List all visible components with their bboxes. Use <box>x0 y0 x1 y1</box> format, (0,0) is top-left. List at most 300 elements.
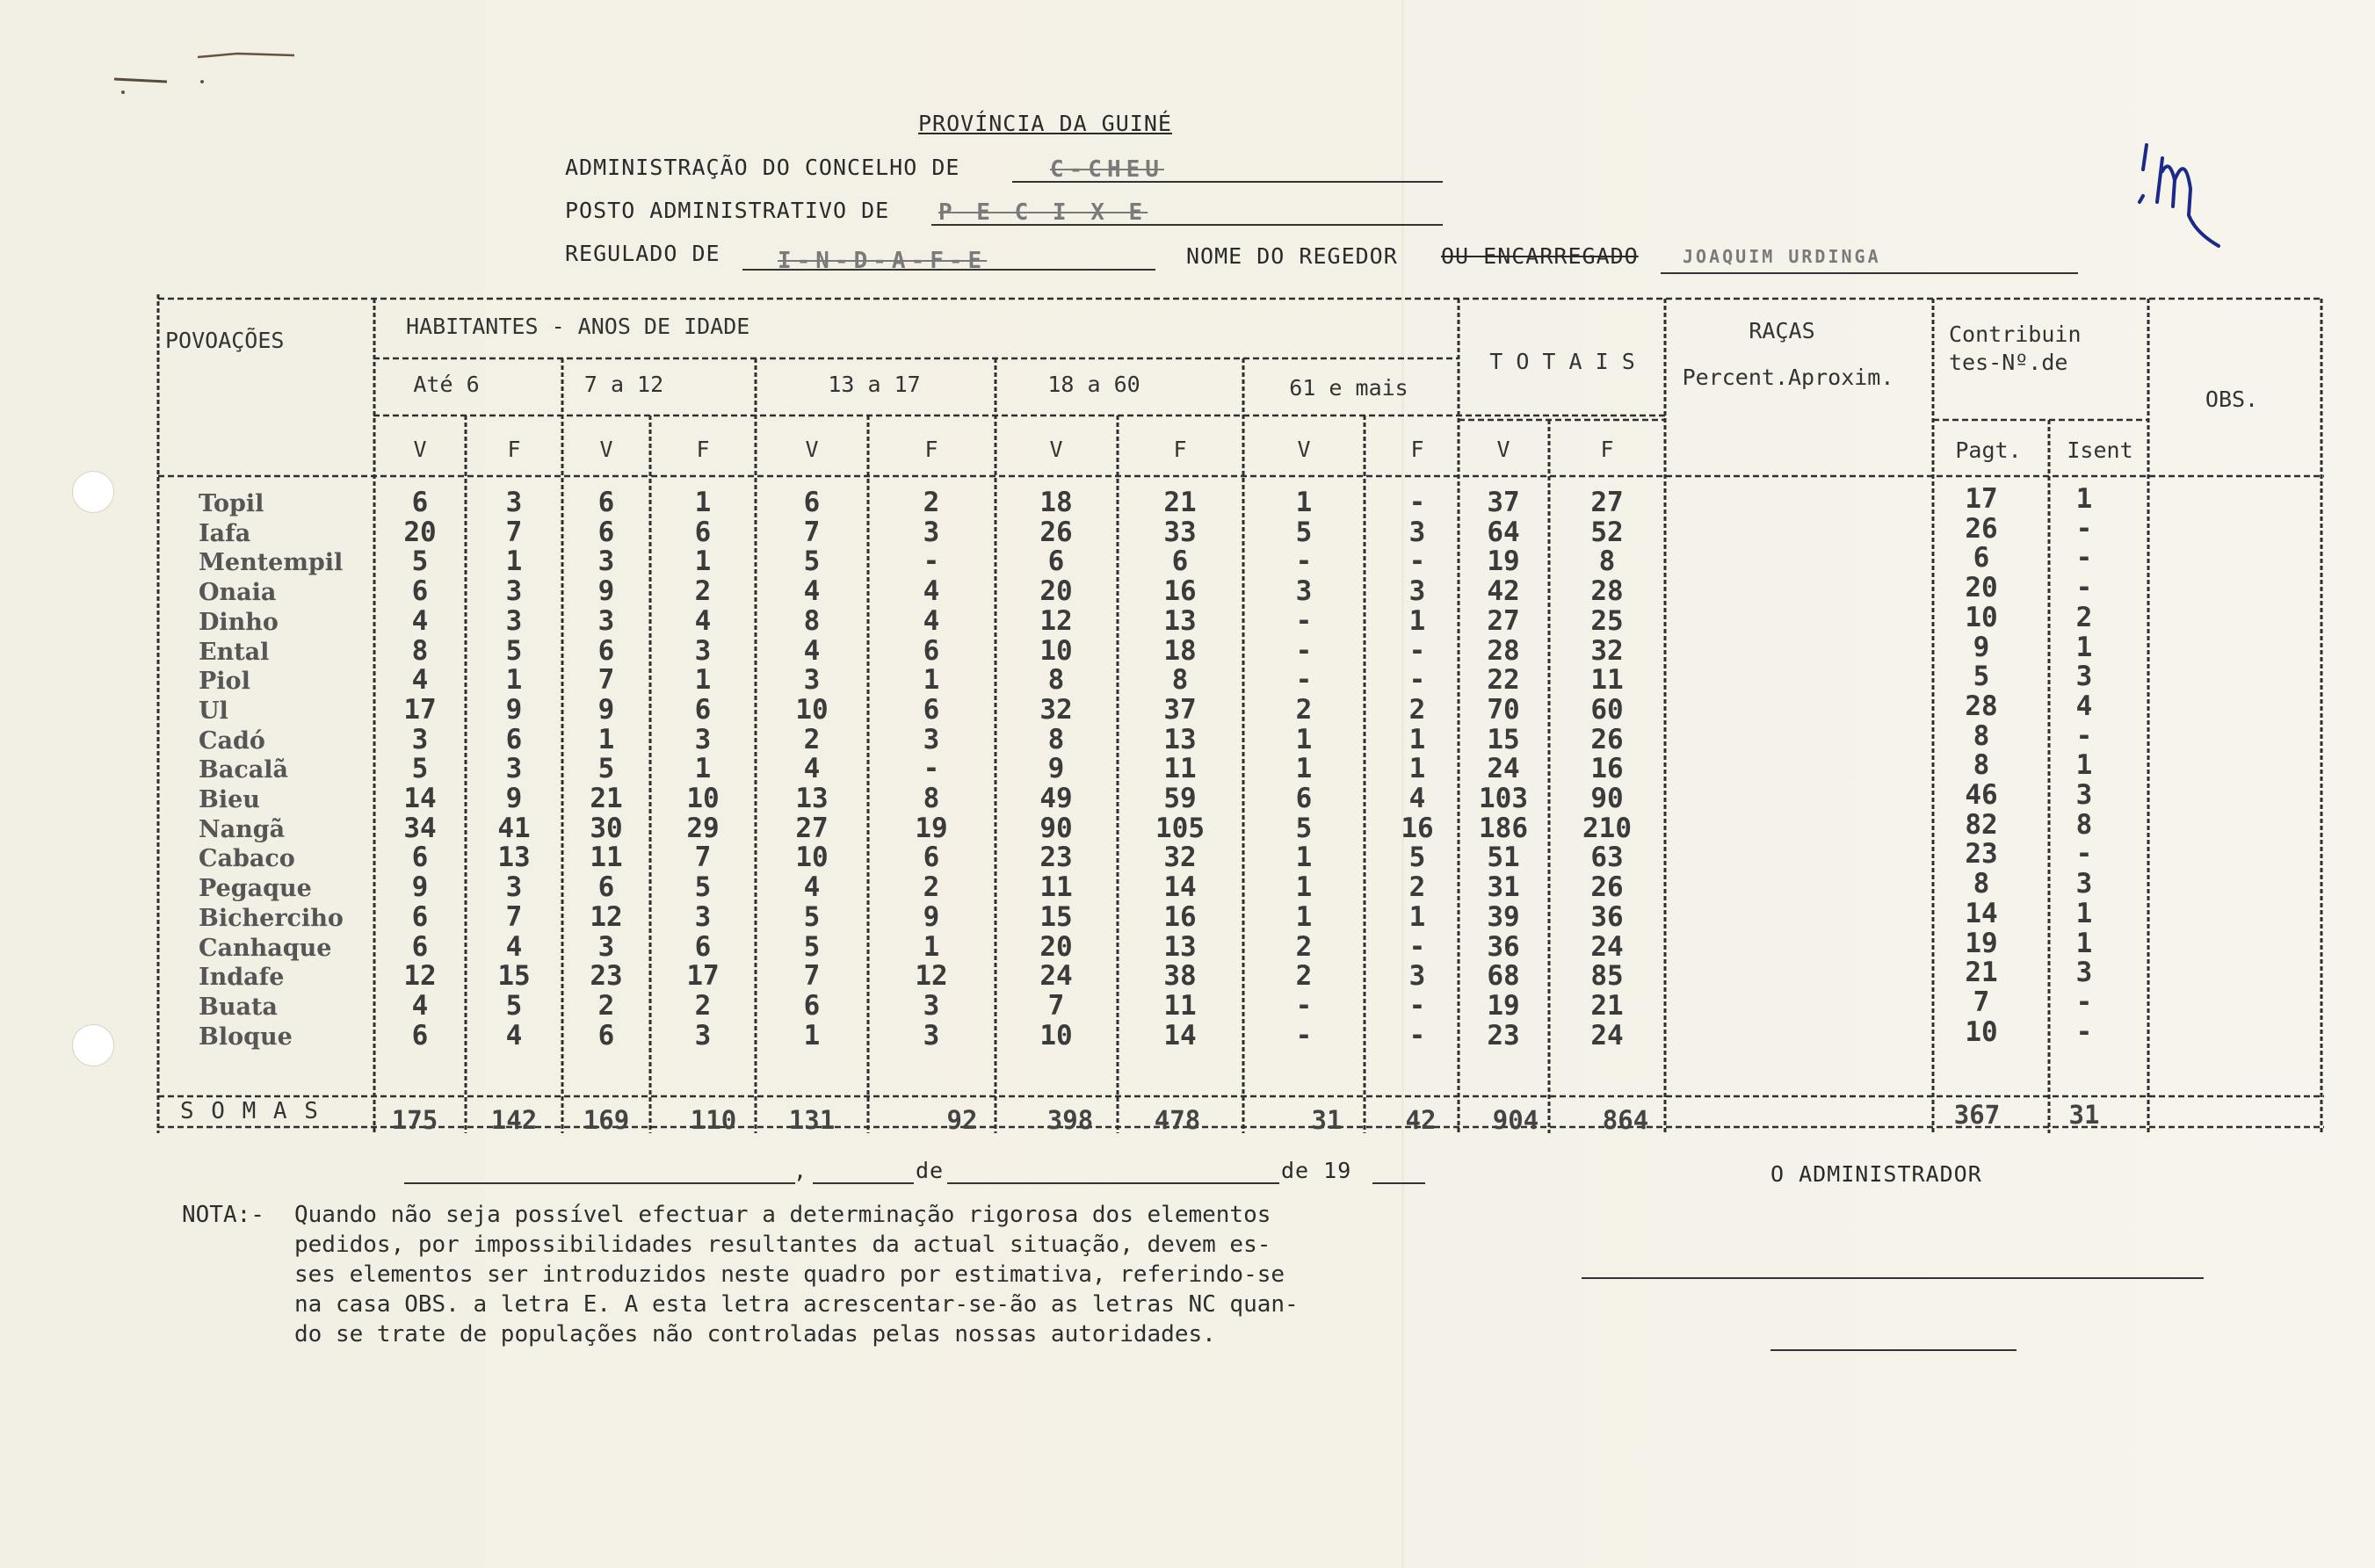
nota-line-0: Quando não seja possível efectuar a determinação rigorosa dos elementos <box>294 1202 1271 1228</box>
cell-value: 3 <box>597 604 615 637</box>
cell-value: 8 <box>923 783 940 814</box>
cell-value: 10 <box>795 842 829 874</box>
cell-value: 5 <box>803 930 821 963</box>
cell-value: 2 <box>597 989 615 1022</box>
sub-header-v: V <box>1049 437 1063 462</box>
cell-value: 12 <box>590 900 623 933</box>
cell-value: 6 <box>411 900 429 933</box>
month-fill-line <box>947 1182 1279 1184</box>
nota-label: NOTA:- <box>182 1202 264 1228</box>
cell-value: 13 <box>1163 930 1197 963</box>
cell-value: 16 <box>1163 575 1197 608</box>
cell-pagt: 46 <box>1965 779 1998 811</box>
cell-value: 1 <box>1408 753 1426 785</box>
cell-value: 13 <box>1163 723 1197 755</box>
cell-value: 24 <box>1590 930 1624 963</box>
cell-value: 32 <box>1163 842 1197 874</box>
cell-value: - <box>1408 1019 1426 1051</box>
cell-pagt: 5 <box>1973 661 1990 693</box>
cell-value: - <box>1408 930 1426 963</box>
cell-value: 4 <box>803 634 821 667</box>
cell-value: 41 <box>497 812 531 844</box>
cell-value: 6 <box>597 871 615 904</box>
cell-value: 5 <box>803 546 821 578</box>
cell-value: 27 <box>1487 604 1520 637</box>
admin-label: ADMINISTRAÇÃO DO CONCELHO DE <box>565 155 960 180</box>
cell-value: 26 <box>1590 871 1624 904</box>
cell-value: 13 <box>795 783 829 814</box>
cell-value: 6 <box>923 842 940 874</box>
cell-isent: 1 <box>2075 897 2093 929</box>
cell-isent: 3 <box>2075 661 2093 693</box>
cell-value: 6 <box>694 693 712 726</box>
cell-value: 28 <box>1487 634 1520 667</box>
cell-value: 9 <box>1047 753 1065 785</box>
povoacao-name: Cadó <box>199 726 265 755</box>
sum-value: 142 <box>490 1105 538 1135</box>
sub-header-f: F <box>924 437 938 462</box>
cell-value: 63 <box>1590 842 1624 874</box>
cell-value: 1 <box>694 546 712 578</box>
cell-pagt: 14 <box>1965 897 1998 929</box>
cell-value: 31 <box>1487 871 1520 904</box>
cell-value: 6 <box>1047 546 1065 578</box>
cell-pagt: 7 <box>1973 986 1990 1018</box>
cell-value: 1 <box>694 487 712 518</box>
cell-pagt: 10 <box>1965 1015 1998 1048</box>
cell-value: 27 <box>1590 487 1624 518</box>
cell-value: 2 <box>923 487 940 518</box>
cell-pagt: 82 <box>1965 808 1998 841</box>
cell-value: 9 <box>923 900 940 933</box>
cell-isent: 1 <box>2075 927 2093 959</box>
cell-pagt: 8 <box>1973 719 1990 752</box>
cell-value: 24 <box>1590 1019 1624 1051</box>
cell-value: 7 <box>1047 989 1065 1022</box>
cell-value: 64 <box>1487 516 1520 548</box>
cell-value: 1 <box>1295 753 1313 785</box>
cell-value: 5 <box>1408 842 1426 874</box>
regedor-value: JOAQUIM URDINGA <box>1683 246 1881 267</box>
cell-value: 6 <box>411 1019 429 1051</box>
cell-value: 19 <box>1487 546 1520 578</box>
sum-value: 904 <box>1492 1105 1539 1135</box>
cell-value: 8 <box>1047 664 1065 697</box>
sub-header-v: V <box>413 437 427 462</box>
cell-value: 16 <box>1590 753 1624 785</box>
cell-isent: 1 <box>2075 483 2093 515</box>
age-group-1: 7 a 12 <box>583 372 664 397</box>
col-racas-sub: Percent.Aproxim. <box>1682 365 1894 390</box>
cell-value: 70 <box>1487 693 1520 726</box>
cell-value: 4 <box>694 604 712 637</box>
cell-pagt: 28 <box>1965 690 1998 722</box>
povoacao-name: Mentempil <box>199 549 344 577</box>
sum-value: 175 <box>391 1105 438 1135</box>
sub-header-f: F <box>1410 437 1424 462</box>
cell-value: 60 <box>1590 693 1624 726</box>
regulado-value: I-N-D-A-F-E <box>778 248 988 274</box>
col-povoacoes: POVOAÇÕES <box>165 328 285 353</box>
cell-isent: 3 <box>2075 779 2093 811</box>
cell-value: 3 <box>505 575 523 608</box>
cell-value: 18 <box>1163 634 1197 667</box>
cell-value: 19 <box>915 812 948 844</box>
cell-value: 7 <box>803 516 821 548</box>
cell-value: - <box>1295 1019 1313 1051</box>
sum-value: 169 <box>583 1105 630 1135</box>
cell-value: 6 <box>597 634 615 667</box>
cell-value: 27 <box>795 812 829 844</box>
cell-value: 28 <box>1590 575 1624 608</box>
cell-value: 1 <box>803 1019 821 1051</box>
cell-value: 10 <box>686 783 720 814</box>
cell-value: 6 <box>597 487 615 518</box>
povoacao-name: Piol <box>199 668 250 696</box>
col-racas: RAÇAS <box>1749 318 1815 343</box>
cell-value: 3 <box>411 723 429 755</box>
cell-value: 17 <box>686 960 720 993</box>
cell-value: 90 <box>1039 812 1073 844</box>
cell-value: 4 <box>1408 783 1426 814</box>
povoacao-name: Bicherciho <box>199 904 344 932</box>
cell-value: 5 <box>1295 812 1313 844</box>
col-contrib-1: Contribuin <box>1949 322 2082 347</box>
document-title: PROVÍNCIA DA GUINÉ <box>918 111 1172 136</box>
place-fill-line <box>404 1182 795 1184</box>
regulado-label: REGULADO DE <box>565 241 720 266</box>
cell-value: 2 <box>1295 930 1313 963</box>
cell-value: 8 <box>803 604 821 637</box>
cell-value: 7 <box>803 960 821 993</box>
cell-value: 5 <box>411 753 429 785</box>
cell-value: 2 <box>923 871 940 904</box>
cell-value: 4 <box>923 604 940 637</box>
nota-line-3: na casa OBS. a letra E. A esta letra acrescentar-se-ão as letras NC quan- <box>294 1291 1299 1318</box>
cell-value: 105 <box>1155 812 1205 844</box>
cell-value: - <box>1295 634 1313 667</box>
povoacao-name: Ental <box>199 638 270 666</box>
cell-value: - <box>1295 546 1313 578</box>
cell-value: 1 <box>1295 723 1313 755</box>
cell-isent: 2 <box>2075 601 2093 633</box>
cell-value: 90 <box>1590 783 1624 814</box>
sum-value: 864 <box>1602 1105 1649 1135</box>
cell-value: 20 <box>1039 575 1073 608</box>
sum-value: 92 <box>946 1105 978 1135</box>
cell-isent: - <box>2075 1015 2093 1048</box>
cell-value: 3 <box>1408 516 1426 548</box>
povoacao-name: Bieu <box>199 786 260 813</box>
cell-value: 1 <box>597 723 615 755</box>
cell-value: 14 <box>1163 1019 1197 1051</box>
cell-value: 5 <box>694 871 712 904</box>
cell-value: 2 <box>1295 960 1313 993</box>
cell-value: 6 <box>694 930 712 963</box>
sub-header-v: V <box>805 437 819 462</box>
cell-value: - <box>923 546 940 578</box>
povoacao-name: Bloque <box>199 1022 293 1051</box>
cell-value: 11 <box>1590 664 1624 697</box>
cell-value: 9 <box>597 693 615 726</box>
cell-value: 51 <box>1487 842 1520 874</box>
nota-line-4: do se trate de populações não controladas pelas nossas autoridades. <box>294 1321 1216 1348</box>
cell-value: 6 <box>923 693 940 726</box>
age-group-3: 18 a 60 <box>1047 372 1140 397</box>
cell-value: 103 <box>1479 783 1528 814</box>
cell-value: 10 <box>795 693 829 726</box>
cell-value: 3 <box>1408 960 1426 993</box>
cell-value: 21 <box>590 783 623 814</box>
cell-value: - <box>1295 989 1313 1022</box>
povoacao-name: Onaia <box>199 579 277 607</box>
sum-pagt: 367 <box>1953 1100 2001 1130</box>
povoacao-name: Pegaque <box>199 875 312 903</box>
administrador-signature-line <box>1582 1277 2204 1279</box>
cell-value: 3 <box>597 546 615 578</box>
cell-value: 6 <box>694 516 712 548</box>
cell-value: 39 <box>1487 900 1520 933</box>
cell-value: 10 <box>1039 634 1073 667</box>
cell-pagt: 21 <box>1965 957 1998 989</box>
administrador-short-line <box>1770 1349 2017 1351</box>
sub-header-f: F <box>507 437 521 462</box>
cell-value: 12 <box>1039 604 1073 637</box>
cell-value: 2 <box>1295 693 1313 726</box>
cell-value: 3 <box>505 871 523 904</box>
cell-value: 68 <box>1487 960 1520 993</box>
cell-value: 5 <box>803 900 821 933</box>
cell-value: 24 <box>1487 753 1520 785</box>
sub-header-f: F <box>696 437 710 462</box>
cell-value: 6 <box>803 989 821 1022</box>
cell-pagt: 9 <box>1973 631 1990 663</box>
cell-value: 30 <box>590 812 623 844</box>
col-totais: T O T A I S <box>1489 349 1635 374</box>
cell-value: 23 <box>1487 1019 1520 1051</box>
cell-isent: - <box>2075 572 2093 604</box>
cell-value: 9 <box>505 783 523 814</box>
povoacao-name: Buata <box>199 993 278 1021</box>
cell-pagt: 10 <box>1965 601 1998 633</box>
administrador-label: O ADMINISTRADOR <box>1770 1161 1982 1187</box>
cell-value: 3 <box>923 1019 940 1051</box>
cell-value: 1 <box>1408 900 1426 933</box>
year-fill-line <box>1372 1182 1425 1184</box>
cell-value: 49 <box>1039 783 1073 814</box>
cell-value: 7 <box>505 900 523 933</box>
cell-value: 23 <box>590 960 623 993</box>
cell-isent: 8 <box>2075 808 2093 841</box>
cell-pagt: 8 <box>1973 749 1990 782</box>
cell-value: 8 <box>1171 664 1189 697</box>
cell-value: 5 <box>411 546 429 578</box>
cell-value: 3 <box>923 723 940 755</box>
cell-value: 9 <box>411 871 429 904</box>
cell-value: 4 <box>411 604 429 637</box>
col-habitantes: HABITANTES - ANOS DE IDADE <box>406 314 750 339</box>
cell-value: 5 <box>597 753 615 785</box>
cell-value: 6 <box>803 487 821 518</box>
sum-value: 42 <box>1405 1105 1437 1135</box>
cell-value: 10 <box>1039 1019 1073 1051</box>
sum-value: 110 <box>690 1105 737 1135</box>
cell-value: 5 <box>1295 516 1313 548</box>
cell-pagt: 6 <box>1973 542 1990 574</box>
povoacao-name: Cabaco <box>199 845 295 873</box>
cell-value: 1 <box>505 546 523 578</box>
cell-value: 32 <box>1590 634 1624 667</box>
cell-pagt: 19 <box>1965 927 1998 959</box>
comma: , <box>793 1158 808 1183</box>
cell-value: - <box>1408 634 1426 667</box>
de-label: de <box>916 1158 945 1183</box>
cell-value: 6 <box>1295 783 1313 814</box>
cell-value: - <box>1408 546 1426 578</box>
cell-value: 3 <box>694 900 712 933</box>
cell-value: 6 <box>411 930 429 963</box>
day-fill-line <box>813 1182 914 1184</box>
cell-value: 3 <box>1295 575 1313 608</box>
cell-value: 7 <box>505 516 523 548</box>
cell-value: 4 <box>803 575 821 608</box>
cell-value: 8 <box>1598 546 1616 578</box>
regedor-struck: OU ENCARREGADO <box>1441 243 1639 269</box>
cell-isent: 3 <box>2075 868 2093 900</box>
cell-value: 36 <box>1487 930 1520 963</box>
cell-value: 4 <box>505 930 523 963</box>
cell-value: 15 <box>497 960 531 993</box>
cell-value: 42 <box>1487 575 1520 608</box>
cell-pagt: 17 <box>1965 483 1998 515</box>
col-obs: OBS. <box>2205 387 2259 412</box>
cell-value: 19 <box>1487 989 1520 1022</box>
cell-value: 6 <box>597 516 615 548</box>
cell-value: 33 <box>1163 516 1197 548</box>
cell-value: 37 <box>1487 487 1520 518</box>
cell-isent: - <box>2075 512 2093 545</box>
cell-value: - <box>1408 664 1426 697</box>
cell-value: 11 <box>1039 871 1073 904</box>
sub-header-v: V <box>1496 437 1510 462</box>
cell-value: 2 <box>694 989 712 1022</box>
cell-value: 3 <box>505 753 523 785</box>
cell-value: 14 <box>1163 871 1197 904</box>
sub-header-pagt: Pagt. <box>1955 437 2022 463</box>
povoacao-name: Dinho <box>199 608 279 636</box>
cell-value: 9 <box>505 693 523 726</box>
cell-value: 6 <box>597 1019 615 1051</box>
cell-value: 15 <box>1487 723 1520 755</box>
cell-value: 18 <box>1039 487 1073 518</box>
cell-value: 20 <box>1039 930 1073 963</box>
cell-value: 5 <box>505 634 523 667</box>
cell-value: 3 <box>505 487 523 518</box>
cell-value: 1 <box>694 753 712 785</box>
cell-value: - <box>923 753 940 785</box>
cell-value: 16 <box>1163 900 1197 933</box>
povoacao-name: Canhaque <box>199 934 332 962</box>
cell-value: 2 <box>803 723 821 755</box>
cell-value: 22 <box>1487 664 1520 697</box>
cell-value: 2 <box>1408 871 1426 904</box>
cell-value: 1 <box>1408 604 1426 637</box>
cell-value: 21 <box>1163 487 1197 518</box>
cell-value: 7 <box>694 842 712 874</box>
cell-value: 26 <box>1039 516 1073 548</box>
sub-header-isent: Isent <box>2067 437 2133 463</box>
cell-value: 1 <box>1295 871 1313 904</box>
somas-label: S O M A S <box>180 1098 320 1124</box>
cell-value: 4 <box>803 753 821 785</box>
cell-value: 3 <box>694 723 712 755</box>
cell-value: 32 <box>1039 693 1073 726</box>
cell-value: 2 <box>694 575 712 608</box>
cell-pagt: 23 <box>1965 838 1998 871</box>
cell-value: 1 <box>505 664 523 697</box>
cell-isent: 1 <box>2075 749 2093 782</box>
cell-value: 8 <box>411 634 429 667</box>
cell-value: 11 <box>1163 989 1197 1022</box>
nota-line-2: ses elementos ser introduzidos neste quadro por estimativa, referindo-se <box>294 1261 1285 1288</box>
cell-value: 14 <box>403 783 437 814</box>
cell-isent: 3 <box>2075 957 2093 989</box>
sum-value: 478 <box>1154 1105 1201 1135</box>
cell-value: 1 <box>923 664 940 697</box>
cell-value: 3 <box>597 930 615 963</box>
cell-value: 3 <box>694 1019 712 1051</box>
sub-header-v: V <box>1297 437 1311 462</box>
povoacao-name: Indafe <box>199 964 285 992</box>
cell-value: 15 <box>1039 900 1073 933</box>
cell-value: 1 <box>1295 487 1313 518</box>
cell-value: 4 <box>803 871 821 904</box>
age-group-4: 61 e mais <box>1289 375 1408 401</box>
cell-value: 1 <box>1295 842 1313 874</box>
cell-value: 3 <box>923 989 940 1022</box>
cell-value: 6 <box>1171 546 1189 578</box>
sum-value: 398 <box>1046 1105 1094 1135</box>
sub-header-f: F <box>1173 437 1187 462</box>
cell-value: 6 <box>411 842 429 874</box>
cell-isent: - <box>2075 838 2093 871</box>
cell-value: 5 <box>505 989 523 1022</box>
cell-isent: 1 <box>2075 631 2093 663</box>
cell-pagt: 26 <box>1965 512 1998 545</box>
cell-pagt: 20 <box>1965 572 1998 604</box>
cell-value: 6 <box>411 487 429 518</box>
cell-value: 4 <box>923 575 940 608</box>
cell-isent: 4 <box>2075 690 2093 722</box>
cell-value: 52 <box>1590 516 1624 548</box>
cell-value: 2 <box>1408 693 1426 726</box>
sum-value: 131 <box>788 1105 836 1135</box>
cell-value: 6 <box>505 723 523 755</box>
cell-value: 17 <box>403 693 437 726</box>
cell-value: 6 <box>411 575 429 608</box>
cell-value: - <box>1295 604 1313 637</box>
cell-value: 3 <box>1408 575 1426 608</box>
cell-value: 1 <box>1295 900 1313 933</box>
admin-value: C-CHEU <box>1050 156 1164 183</box>
cell-value: 11 <box>590 842 623 874</box>
cell-value: 4 <box>505 1019 523 1051</box>
cell-value: 25 <box>1590 604 1624 637</box>
cell-value: 1 <box>923 930 940 963</box>
cell-isent: - <box>2075 986 2093 1018</box>
cell-value: 21 <box>1590 989 1624 1022</box>
cell-value: 9 <box>597 575 615 608</box>
